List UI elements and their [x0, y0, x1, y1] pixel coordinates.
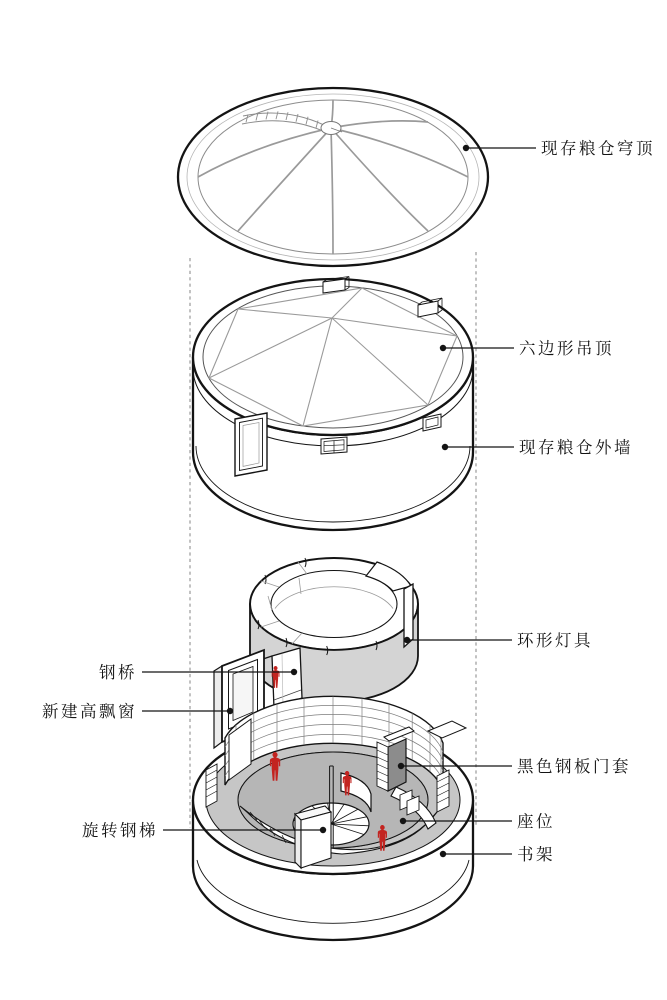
leader-dot: [440, 851, 446, 857]
annotation-dome: [463, 139, 655, 158]
label-bookshelf: 书架: [517, 845, 555, 864]
leader-dot: [291, 669, 297, 675]
bay-window-side: [214, 666, 222, 748]
silo-dome: [178, 88, 488, 266]
label-seat: 座位: [517, 812, 555, 831]
leader-dot: [227, 708, 233, 714]
label-ring-light: 环形灯具: [517, 631, 593, 650]
leader-dot: [442, 444, 448, 450]
label-silo-wall: 现存粮仓外墙: [519, 438, 633, 457]
leader-dot: [463, 145, 469, 151]
leader-dot: [440, 345, 446, 351]
bay-window-frame-inner: [233, 667, 253, 721]
leader-dot: [404, 637, 410, 643]
leader-dot: [398, 763, 404, 769]
annotation-bay-window: [42, 702, 233, 721]
leader-dot: [320, 827, 326, 833]
label-door-frame: 黑色钢板门套: [517, 757, 631, 776]
label-bay-window: 新建高飘窗: [42, 702, 137, 721]
cabinet-box: [295, 806, 331, 868]
leader-dot: [400, 818, 406, 824]
silo-drum: [193, 277, 473, 531]
label-dome: 现存粮仓穹顶: [541, 139, 655, 158]
library-bowl: [193, 696, 473, 940]
label-steel-bridge: 钢桥: [99, 663, 137, 682]
label-hex-ceiling: 六边形吊顶: [519, 339, 614, 358]
annotation-ring-light: [404, 631, 593, 650]
label-spiral-stair: 旋转钢梯: [82, 821, 158, 840]
